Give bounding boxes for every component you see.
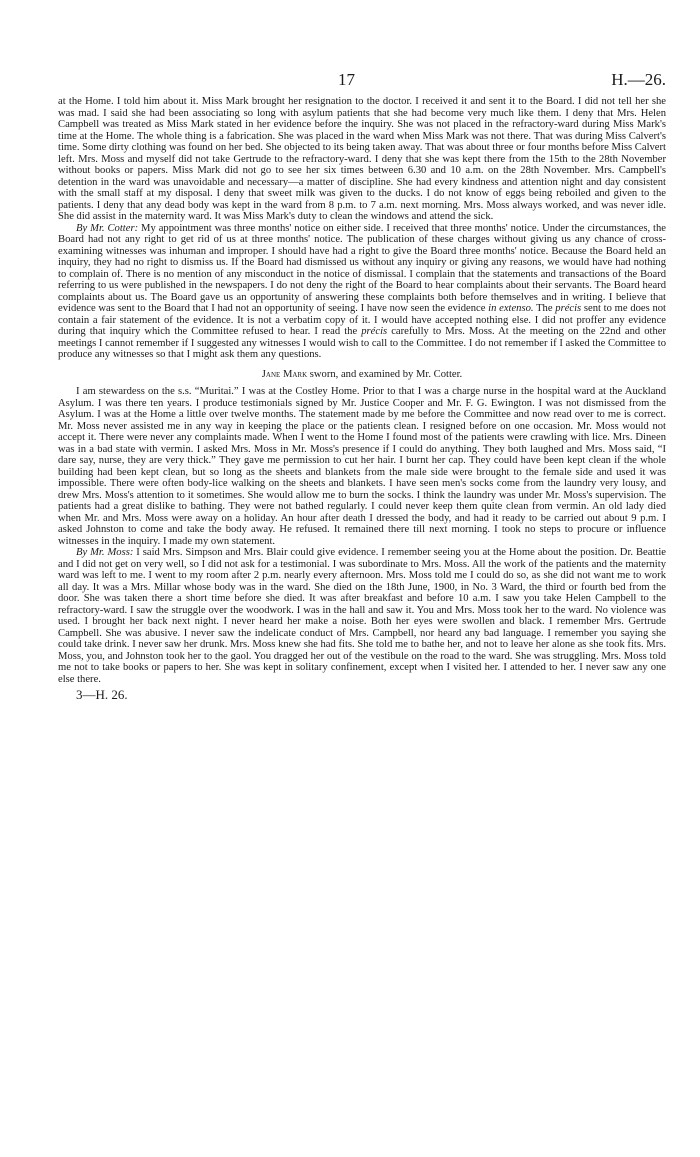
paragraph-testimony: I am stewardess on the s.s. “Muritai.” I was at the Costley Home. Prior to that I was a charge nurse in the hospital ward at the Auckland Asylum. I was there ten years. I produce testimonials signed by Mr. Justice Cooper and Mr. F. G. Ewington. I was not dismissed from the Asylum. I was at the Home a little over twelve months. The statement made by me before the Committee and now read over to me is correct. Mr. Moss never assisted me in any way in keeping the place or the patients clean. I resigned before on one occasion. Mr. Moss would not accept it. There were never any complaints made. When I went to the Home I found most of the patients were crawling with lice. Mrs. Dineen was in a bad state with vermin. I asked Mrs. Moss in Mr. Moss's presence if I could do anything. They both laughed and Mrs. Moss said, “I dare say, nurse, they are very thick.” They gave me permission to cut her hair. I burnt her cap. They could have been kept clean if the whole building had been kept clean, but so long as the sheets and blankets from the male side were brought to the female side and used it was impossible. There were often body-lice walking on the sheets and blankets. I have seen men's socks come from the laundry very lousy, and drew Mrs. Moss's attention to it sometimes. She would allow me to burn the socks. I think the laundry was under Mr. Moss's supervision. The patients had a great dislike to bathing. They were not bathed regularly. I could never keep them quite clean from vermin. An old lady died when Mr. and Mrs. Moss were away on a holiday. An hour after death I dressed the body, and had it ready to be carried out about 9 p.m. I asked Johnston to come and take the body away. He refused. It remained there till next morning. I took no steps to procure or influence witnesses in the inquiry. I made my own statement. xyxy=(58,386,666,547)
paragraph-cross-examination-cotter xyxy=(58,223,666,361)
document-body xyxy=(58,96,666,703)
page-header xyxy=(58,70,666,96)
paragraph-text: carefully to Mrs. Moss. At the meeting on the 22nd and other meetings I cannot remember if I suggested any witnesses I would wish to call to the Committee. I do not remember if I asked the Committee to produce any witnesses so that I might ask them any questions. xyxy=(58,326,666,360)
page-number: 17 xyxy=(338,70,355,89)
examiner-lead: By Mr. Moss: xyxy=(76,547,134,558)
paragraph-text: The xyxy=(533,303,556,314)
examiner-lead: By Mr. Cotter: xyxy=(76,222,139,234)
italic-phrase: précis xyxy=(361,326,388,337)
paragraph-text: I said Mrs. Simpson and Mrs. Blair could give evidence. I remember seeing you at the Home about the position. Dr. Beattie and I did not get on very well, so I did not ask for a testimonial. I was subordinate to Mrs. Moss. All the work of the patients and the maternity ward was left to me. I went to my room after 2 p.m. nearly every afternoon. Mrs. Moss told me I could do so, as she did not want me to work all day. It was a Mrs. Millar whose body was in the ward. She died on the 18th June, 1900, in No. 3 Ward, the third or fourth bed from the door. She was taken there a short time before she died. It was after breakfast and before 10 a.m. I saw you take Helen Campbell to the refractory-ward. I saw the struggle over the woodwork. I was in the hall and saw it. You and Mrs. Moss took her to the ward. No violence was used. I brought her back next night. I never heard her make a noise. Both her eyes were swollen and black. I remember Mrs. Gertrude Campbell. She was abusive. I never saw the indelicate conduct of Mrs. Campbell, nor heard any bad language. I remember you saying she could take drink. I never saw her drunk. Mrs. Moss knew she had fits. She told me to bathe her, and not to leave her alone as she took fits. Mrs. Moss, you, and Johnston took her to the gaol. You dragged her out of the vestibule on the road to the ward. She was struggling. Mrs. Moss told me not to take books or papers to her. She was kept in solitary confinement, except when I visited her. I attended to her. I never saw any one else there. xyxy=(58,547,666,685)
paragraph-text: My appointment was three months' notice on either side. I received that three months' notice. Under the circumstances, the Board had not any right to get rid of us at three months' notice. The publication of these charges without giving us any chance of cross-examining witnesses was inhuman and improper. I should have had a right to give the Board three months' notice. Because the Board held an inquiry, they had no right to dismiss us. If the Board had dismissed us without any inquiry or giving any reasons, we would have had nothing to complain of. There is no mention of any misconduct in the notice of dismissal. I complain that the statements and transactions of the Board referring to us were published in the newspapers. I do not deny the right of the Board to hear complaints about their servants. The Board heard complaints about us. The Board gave us an opportunity of answering these complaints both before themselves and in writing. I believe that evidence was sent to the Board that I had not an opportunity of seeing. I have now seen the evidence xyxy=(58,222,666,314)
paragraph-continuation: at the Home. I told him about it. Miss Mark brought her resignation to the doctor. I received it and sent it to the Board. I did not tell her she was mad. I said she had been associating so long with asylum patients that she had become very much like them. I deny that Mrs. Helen Campbell was treated as Miss Mark stated in her evidence before the inquiry. She was not placed in the refractory-ward during Miss Mark's time at the Home. The whole thing is a fabrication. She was placed in the ward when Miss Mark was not there. That was during Miss Calvert's time. Some dirty clothing was found on her bed. She objected to its being taken away. That was about three or four months before Miss Calvert left. Mrs. Moss and myself did not take Gertrude to the refractory-ward. I deny that she was kept there from the 15th to the 28th November without books or papers. Miss Mark did not go to see her six times between 6.30 and 10 a.m. on the 28th November. Mrs. Campbell's detention in the ward was unavoidable and necessary—a matter of discipline. She had every kindness and attention night and day consistent with the small staff at my disposal. I deny that sweet milk was given to the ducks. I do not know of eggs being reboiled and given to the patients. I deny that any dead body was kept in the ward from 8 p.m. to 7 a.m. next morning. Mrs. Moss always worked, and was never idle. She did assist in the maternity ward. It was Miss Mark's duty to clean the windows and attend the sick. xyxy=(58,96,666,222)
italic-phrase: précis xyxy=(555,303,582,314)
witness-name: Jane Mark xyxy=(261,368,308,380)
paragraph-text: sent to me does not contain a fair statement of the evidence. It is not a verbatim copy of it. I would have accepted nothing else. I did not proffer any evidence during that inquiry which the Committee refused to hear. I read the xyxy=(58,303,666,337)
italic-phrase: in extenso. xyxy=(488,303,534,314)
signature-mark: 3—H. 26. xyxy=(76,687,128,702)
paragraph-cross-examination-moss xyxy=(58,547,666,685)
witness-heading xyxy=(58,369,666,381)
witness-heading-text: sworn, and examined by Mr. Cotter. xyxy=(307,368,463,380)
document-page xyxy=(58,70,666,703)
document-reference: H.—26. xyxy=(611,70,666,89)
